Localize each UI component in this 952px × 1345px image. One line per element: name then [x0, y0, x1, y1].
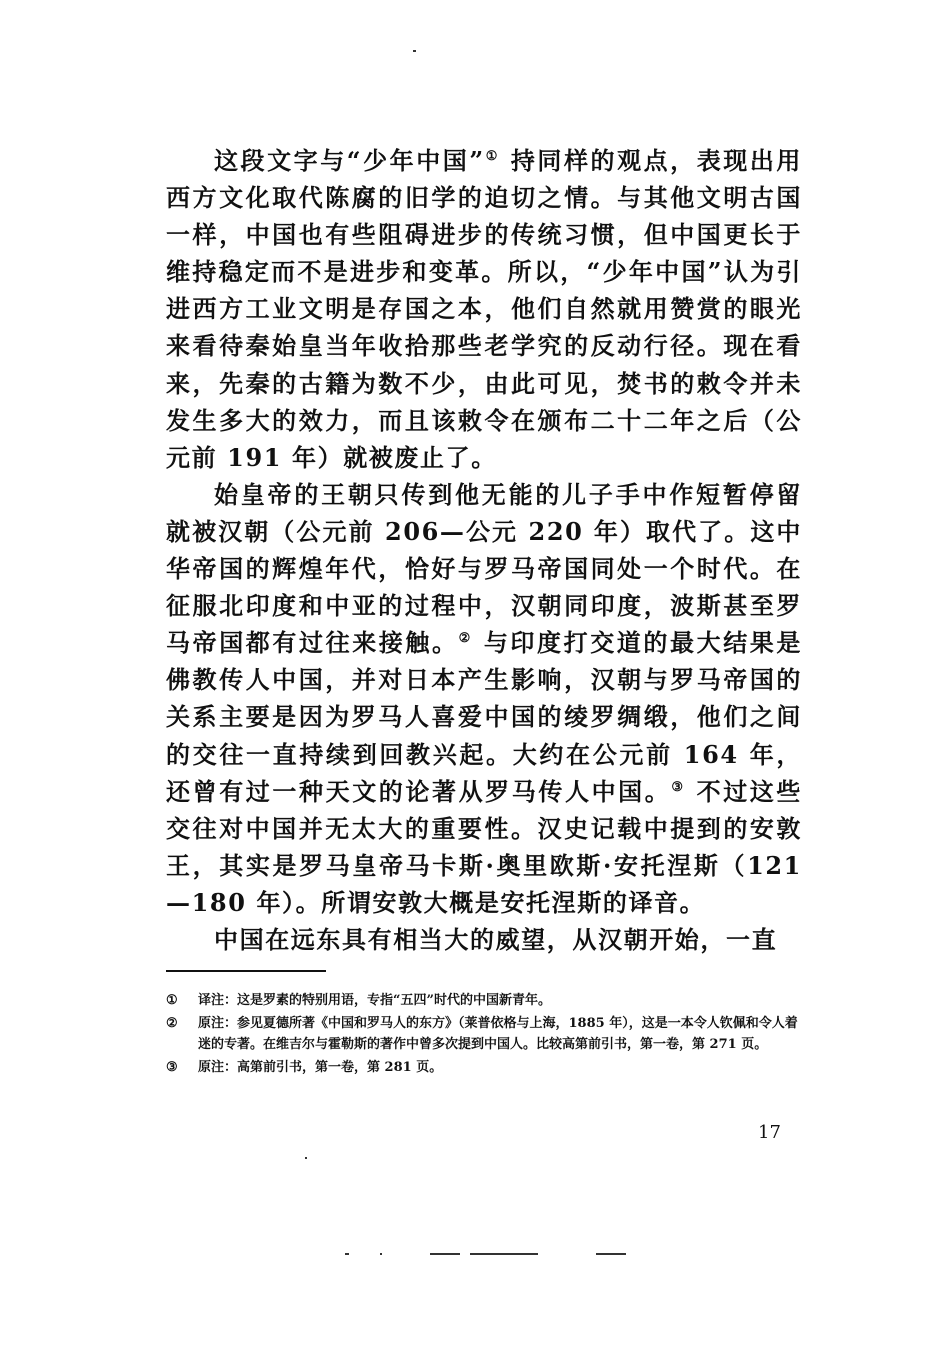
scan-speck: [430, 1253, 460, 1255]
paragraph-2-text-b: 与印度打交道的最大结果是佛教传人中国，并对日本产生影响，汉朝与罗马帝国的关系主要是因为罗马人喜爱中国的绫罗绸缎，他们之间的交往一直持续到回教兴起。大约在公元前 164 年，还曾有过一种天文的论著从罗马传人中国。: [166, 628, 802, 806]
footnote-3-text: 原注：高第前引书，第一卷，第 281 页。: [198, 1060, 443, 1075]
paragraph-3-text: 中国在远东具有相当大的威望，从汉朝开始，一直: [214, 924, 778, 954]
scan-speck: [413, 50, 416, 52]
main-text: [166, 142, 802, 958]
paragraph-2-text-c: 不过这些交往对中国并无太大的重要性。汉史记载中提到的安敦王，其实是罗马皇帝马卡斯·奥里欧斯·安托涅斯（121—180 年）。所谓安敦大概是安托涅斯的译音。: [166, 776, 802, 917]
scan-speck: [596, 1253, 626, 1255]
footnote-ref-3: ③: [671, 779, 686, 795]
footnotes: [166, 990, 802, 1080]
footnote-3-mark: ③: [166, 1060, 178, 1075]
footnote-1-text: 译注：这是罗素的特别用语，专指“五四”时代的中国新青年。: [198, 993, 551, 1008]
footnote-divider: [166, 970, 326, 972]
footnote-2-text: 原注：参见夏德所著《中国和罗马人的东方》（莱普依格与上海，1885 年），这是一本令人钦佩和令人着迷的专著。在维吉尔与霍勒斯的著作中曾多次提到中国人。比较高第前引书，第一卷，第 271 页。: [198, 1016, 798, 1052]
footnote-2-mark: ②: [166, 1016, 178, 1031]
footnote-1-mark: ①: [166, 993, 178, 1008]
page-number: 17: [758, 1122, 781, 1143]
scan-speck: [470, 1253, 538, 1255]
footnote-ref-2: ②: [458, 631, 473, 647]
paragraph-2: [166, 476, 802, 921]
scan-speck: [380, 1253, 382, 1255]
paragraph-1: [166, 142, 802, 476]
footnote-2: [166, 1013, 802, 1055]
paragraph-2-text-a: 始皇帝的王朝只传到他无能的儿子手中作短暂停留就被汉朝（公元前 206—公元 220 年）取代了。这中华帝国的辉煌年代，恰好与罗马帝国同处一个时代。在征服北印度和中亚的过程中，汉朝同印度，波斯甚至罗马帝国都有过往来接触。: [166, 479, 802, 658]
paragraph-3: [166, 921, 802, 958]
footnote-3: [166, 1057, 802, 1078]
paragraph-1-text-b: 持同样的观点，表现出用西方文化取代陈腐的旧学的迫切之情。与其他文明古国一样，中国也有些阻碍进步的传统习惯，但中国更长于维持稳定而不是进步和变革。所以，“少年中国”认为引进西方工业文明是存国之本，他们自然就用赞赏的眼光来看待秦始皇当年收拾那些老学究的反动行径。现在看来，先秦的古籍为数不少，由此可见，焚书的敕令并未发生多大的效力，而且该敕令在颁布二十二年之后（公元前 191 年）就被废止了。: [166, 146, 802, 472]
scan-speck: [345, 1253, 349, 1255]
paragraph-1-text-a: 这段文字与“少年中国”: [214, 146, 485, 175]
footnote-ref-1: ①: [484, 149, 500, 164]
footnote-1: [166, 990, 802, 1011]
scan-speck: [305, 1157, 307, 1159]
